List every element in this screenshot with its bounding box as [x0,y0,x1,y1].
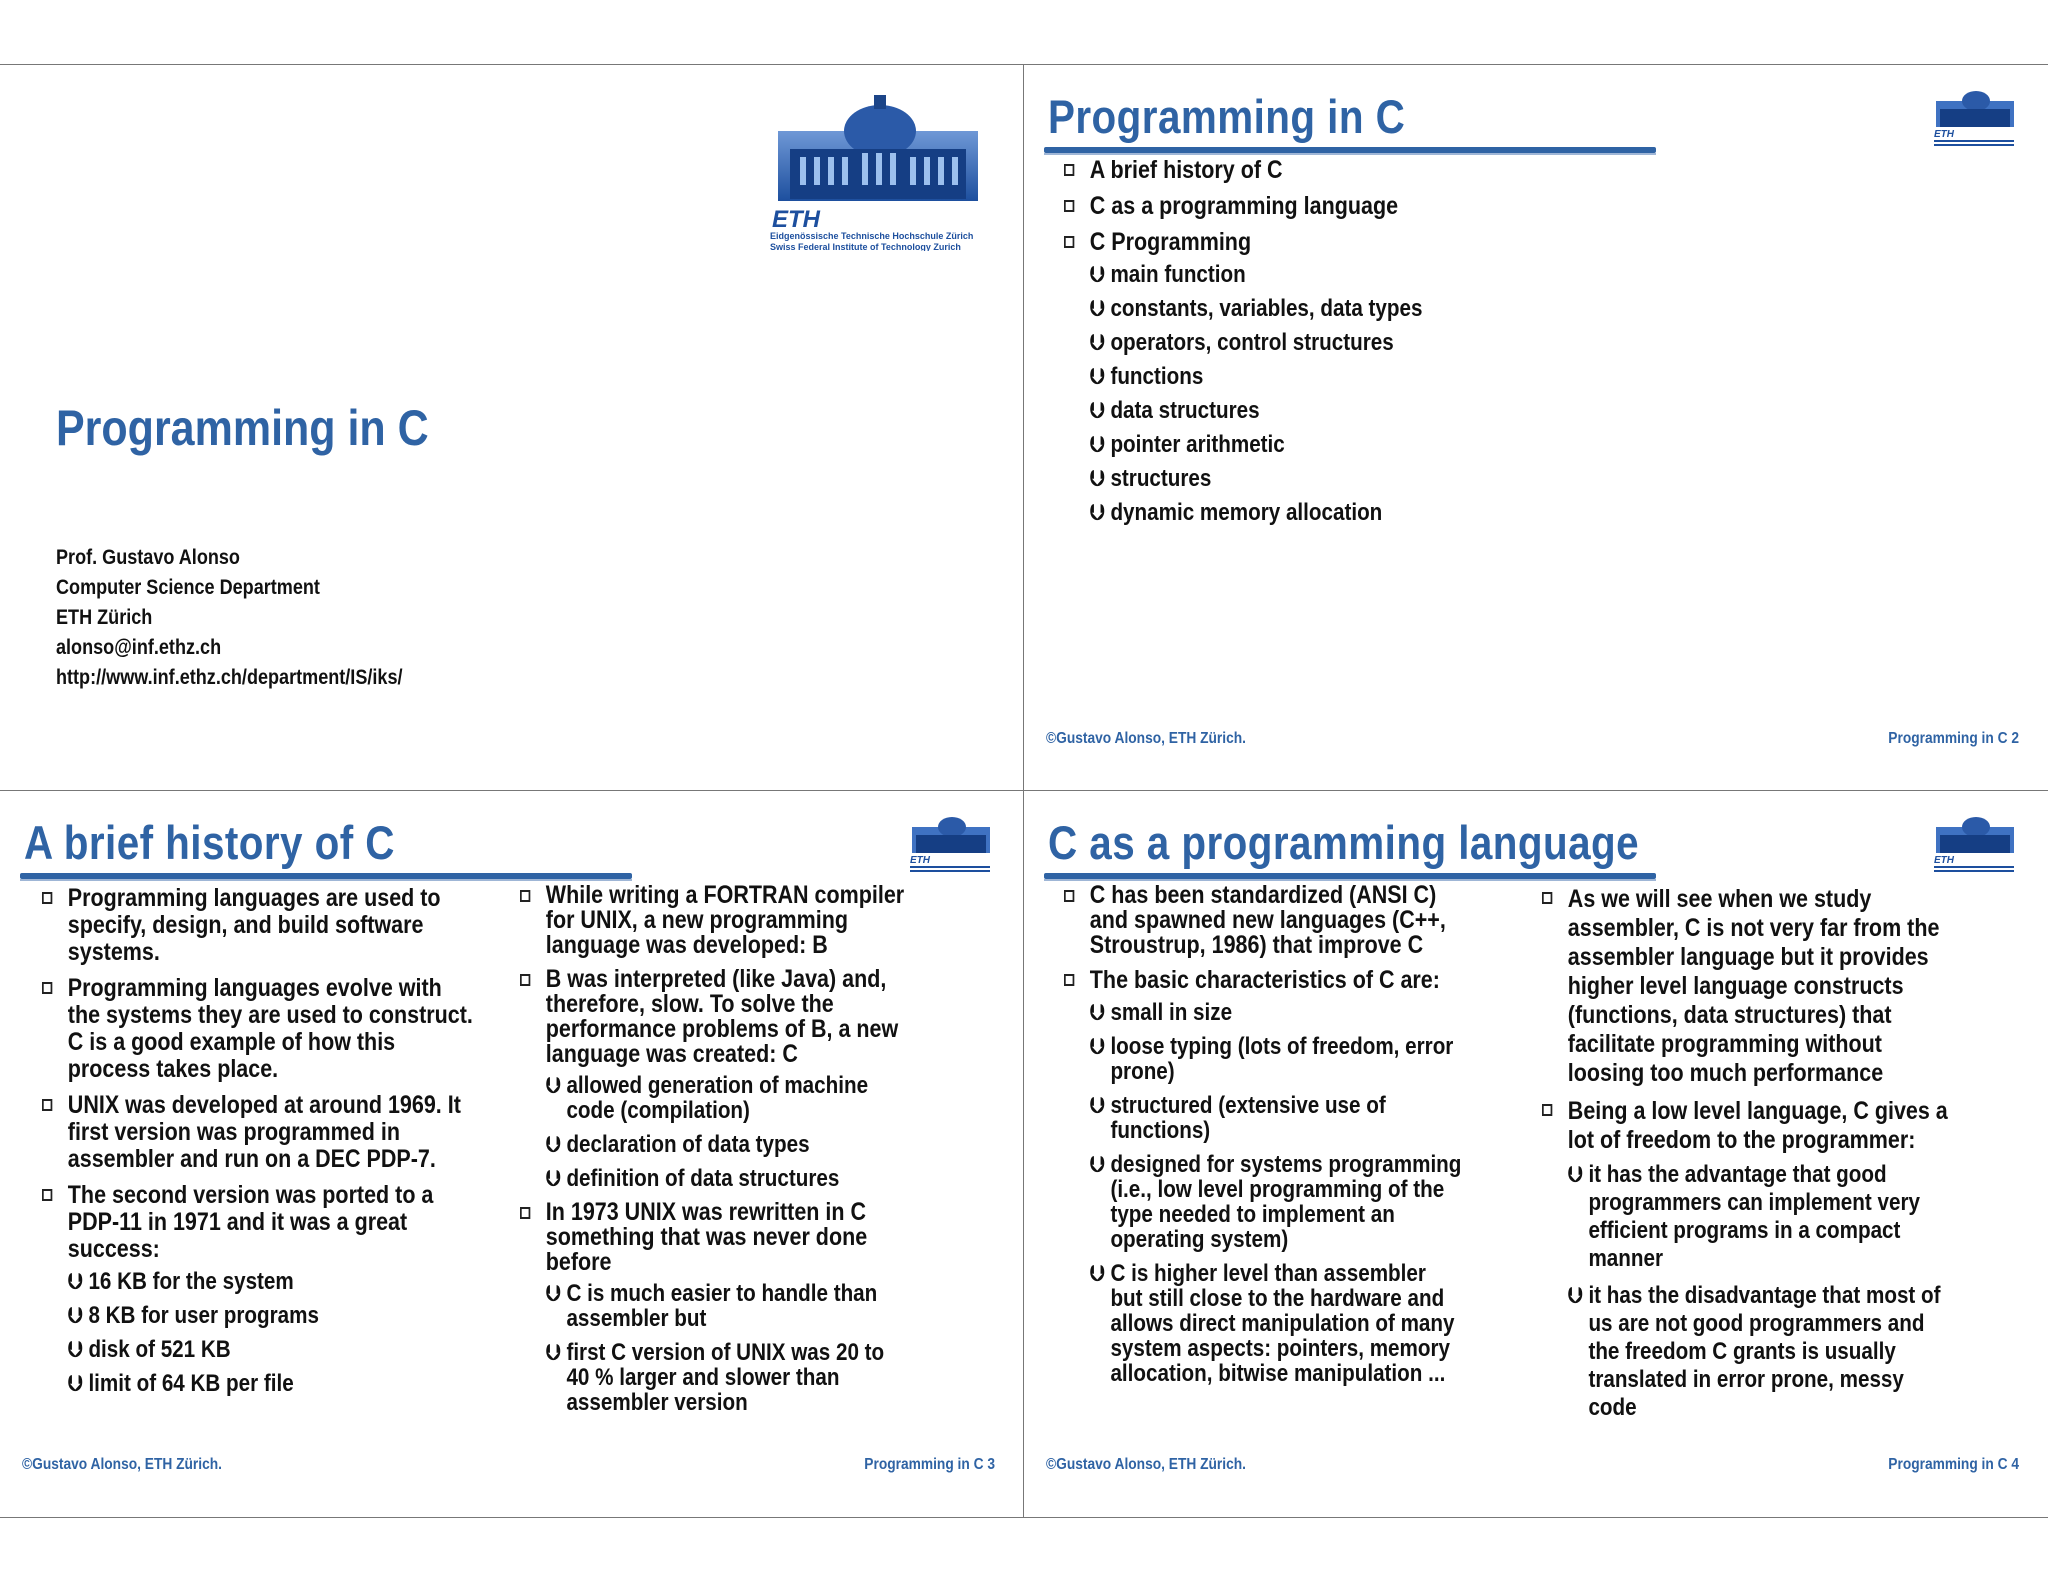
list-item: As we will see when we study assembler, C is not very far from the assembler language but it provides higher level language constructs (functions, data structures) that facilitate programming without loosing too much performance [1542,885,1955,1088]
svg-text:Eidgenössische Technische Hoch: Eidgenössische Technische Hochschule Zürich [770,231,974,241]
list-item: ⮋ declaration of data types [545,1131,810,1158]
slide-title: Programming in C [56,400,429,456]
arrow-bullet-icon: ⮋ [1089,432,1105,457]
history-list-left [42,885,475,1405]
c-language-list-right [1542,885,1955,1431]
arrow-bullet-icon: ⮋ [67,1303,83,1328]
arrow-bullet-icon: ⮋ [1089,262,1105,287]
list-item: ⮋ allowed generation of machine code (compilation) [545,1072,869,1124]
checkbox-icon [520,974,530,986]
arrow-bullet-icon: ⮋ [1089,398,1105,423]
list-item: ⮋ 16 KB for the system [67,1268,294,1295]
list-item: C has been standardized (ANSI C) and spawned new languages (C++, Stroustrup, 1986) that improve C [1064,883,1463,958]
list-item: Being a low level language, C gives a lot of freedom to the programmer: ⮋ it has the advantage that good programmers can implement very efficient programs in a compact manner ⮋ it has the disadvantage that most of us are not good programmers and the freedom C grants is usually translated in error prone, messy code [1542,1097,1955,1422]
svg-text:ETH: ETH [1934,129,1954,140]
sub-list [1090,262,1666,525]
checkbox-icon [1064,164,1074,176]
footer-page: Programming in C 2 [1888,730,2019,747]
eth-logo-icon [1932,87,2018,147]
list-item: ⮋ structured (extensive use of functions) [1089,1092,1386,1144]
title-rule [1044,873,1656,879]
agenda-list [1064,157,1666,534]
arrow-bullet-icon: ⮋ [1089,466,1105,491]
list-item: The basic characteristics of C are: ⮋ small in size ⮋ loose typing (lots of freedom, error prone) ⮋ structured (extensive use of functions) ⮋ designed for systems programming (i.e., low level programming of the type needed to implement an operating system) ⮋ C is higher level than assembler but still close to the hardware and allows direct manipulation of many system aspects: pointers, memory allocation, bitwise manipulation ... [1064,967,1463,1386]
list-item: ⮋ first C version of UNIX was 20 to 40 % larger and slower than assembler version [545,1339,885,1416]
list-item: ⮋ functions [1089,363,1204,390]
list-item: ⮋ dynamic memory allocation [1089,499,1383,526]
list-item: Programming languages are used to specify, design, and build software systems. [42,885,475,966]
footer-copyright: ©Gustavo Alonso, ETH Zürich. [1046,730,1246,747]
list-item: Programming languages evolve with the systems they are used to construct. C is a good example of how this process takes place. [42,975,475,1083]
list-item: ⮋ 8 KB for user programs [67,1302,319,1329]
list-item: C as a programming language [1064,193,1666,220]
title-rule [1044,147,1656,153]
arrow-bullet-icon: ⮋ [1089,1093,1105,1118]
slide-3 [0,791,1023,1516]
list-item: ⮋ operators, control structures [1089,329,1394,356]
list-item: ⮋ definition of data structures [545,1165,840,1192]
author-name: Prof. Gustavo Alonso [56,546,240,569]
sub-list [546,1073,912,1191]
checkbox-icon [42,892,52,904]
eth-logo-icon [1932,813,2018,873]
list-item: ⮋ pointer arithmetic [1089,431,1285,458]
footer-page: Programming in C 4 [1888,1456,2019,1473]
checkbox-icon [1064,890,1074,902]
list-item: ⮋ small in size [1089,999,1233,1026]
list-item: C Programming ⮋ main function ⮋ constants, variables, data types ⮋ operators, control structures ⮋ functions ⮋ data structures ⮋ pointer arithmetic ⮋ structures ⮋ dynamic memory allocation [1064,229,1666,525]
list-item: ⮋ loose typing (lots of freedom, error prone) [1089,1033,1454,1085]
arrow-bullet-icon: ⮋ [545,1166,561,1191]
author-info [56,543,403,693]
author-email[interactable]: alonso@inf.ethz.ch [56,636,222,659]
author-dept: Computer Science Department [56,576,320,599]
arrow-bullet-icon: ⮋ [67,1371,83,1396]
arrow-bullet-icon: ⮋ [545,1340,561,1365]
eth-logo-icon [770,91,986,251]
arrow-bullet-icon: ⮋ [1089,1000,1105,1025]
list-item: While writing a FORTRAN compiler for UNIX, a new programming language was developed: B [520,883,912,958]
footer-copyright: ©Gustavo Alonso, ETH Zürich. [1046,1456,1246,1473]
checkbox-icon [1064,974,1074,986]
list-item: ⮋ main function [1089,261,1246,288]
arrow-bullet-icon: ⮋ [67,1269,83,1294]
arrow-bullet-icon: ⮋ [1089,330,1105,355]
list-item: ⮋ disk of 521 KB [67,1336,231,1363]
checkbox-icon [42,1189,52,1201]
slide-title: A brief history of C [24,816,395,869]
footer-page: Programming in C 3 [864,1456,995,1473]
slide-2 [1024,65,2047,790]
c-language-list-left [1064,883,1463,1395]
checkbox-icon [520,1207,530,1219]
arrow-bullet-icon: ⮋ [545,1073,561,1098]
slide-title: Programming in C [1048,90,1406,143]
arrow-bullet-icon: ⮋ [1567,1283,1583,1308]
arrow-bullet-icon: ⮋ [1089,364,1105,389]
arrow-bullet-icon: ⮋ [545,1281,561,1306]
slide-4 [1024,791,2047,1516]
list-item: ⮋ structures [1089,465,1212,492]
arrow-bullet-icon: ⮋ [1089,1261,1105,1286]
checkbox-icon [520,890,530,902]
checkbox-icon [1542,892,1552,904]
list-item: ⮋ constants, variables, data types [1089,295,1423,322]
footer-copyright: ©Gustavo Alonso, ETH Zürich. [22,1456,222,1473]
list-item: B was interpreted (like Java) and, therefore, slow. To solve the performance problems of B, a new language was created: C ⮋ allowed generation of machine code (compilation) ⮋ declaration of data types ⮋ definition of data structures [520,967,912,1191]
slide-1 [0,65,1023,790]
svg-text:ETH: ETH [772,206,820,233]
list-item: UNIX was developed at around 1969. It first version was programmed in assembler and run on a DEC PDP-7. [42,1092,475,1173]
list-item: A brief history of C [1064,157,1666,184]
author-uni: ETH Zürich [56,606,153,629]
list-item: ⮋ limit of 64 KB per file [67,1370,294,1397]
list-item: In 1973 UNIX was rewritten in C something that was never done before ⮋ C is much easier to handle than assembler but ⮋ first C version of UNIX was 20 to 40 % larger and slower than assembler version [520,1200,912,1415]
list-item: ⮋ data structures [1089,397,1260,424]
list-item: ⮋ C is much easier to handle than assembler but [545,1280,878,1332]
sub-list [1568,1161,1955,1422]
arrow-bullet-icon: ⮋ [67,1337,83,1362]
eth-logo-icon [908,813,994,873]
svg-text:ETH: ETH [910,855,930,866]
title-rule [20,873,632,879]
sub-list [1090,1000,1463,1386]
checkbox-icon [1064,200,1074,212]
arrow-bullet-icon: ⮋ [545,1132,561,1157]
sub-list [546,1281,912,1415]
svg-text:Swiss Federal Institute of Tec: Swiss Federal Institute of Technology Zurich [770,242,961,251]
list-item: The second version was ported to a PDP-11 in 1971 and it was a great success: ⮋ 16 KB for the system ⮋ 8 KB for user programs ⮋ disk of 521 KB ⮋ limit of 64 KB per file [42,1182,475,1396]
author-url[interactable]: http://www.inf.ethz.ch/department/IS/iks/ [56,666,403,689]
arrow-bullet-icon: ⮋ [1089,296,1105,321]
checkbox-icon [1542,1104,1552,1116]
list-item: ⮋ C is higher level than assembler but still close to the hardware and allows direct manipulation of many system aspects: pointers, memory allocation, bitwise manipulation ... [1089,1260,1455,1387]
checkbox-icon [1064,236,1074,248]
history-list-right [520,883,912,1424]
list-item: ⮋ it has the disadvantage that most of us are not good programmers and the freedom C grants is usually translated in error prone, messy code [1567,1282,1941,1421]
slide-title: C as a programming language [1048,816,1640,869]
arrow-bullet-icon: ⮋ [1567,1162,1583,1187]
sub-list [68,1269,476,1396]
svg-text:ETH: ETH [1934,855,1954,866]
list-item: ⮋ designed for systems programming (i.e., low level programming of the type needed to implement an operating system) [1089,1151,1462,1253]
checkbox-icon [42,1099,52,1111]
arrow-bullet-icon: ⮋ [1089,1152,1105,1177]
list-item: ⮋ it has the advantage that good programmers can implement very efficient programs in a compact manner [1567,1161,1920,1272]
arrow-bullet-icon: ⮋ [1089,1034,1105,1059]
checkbox-icon [42,982,52,994]
arrow-bullet-icon: ⮋ [1089,500,1105,525]
